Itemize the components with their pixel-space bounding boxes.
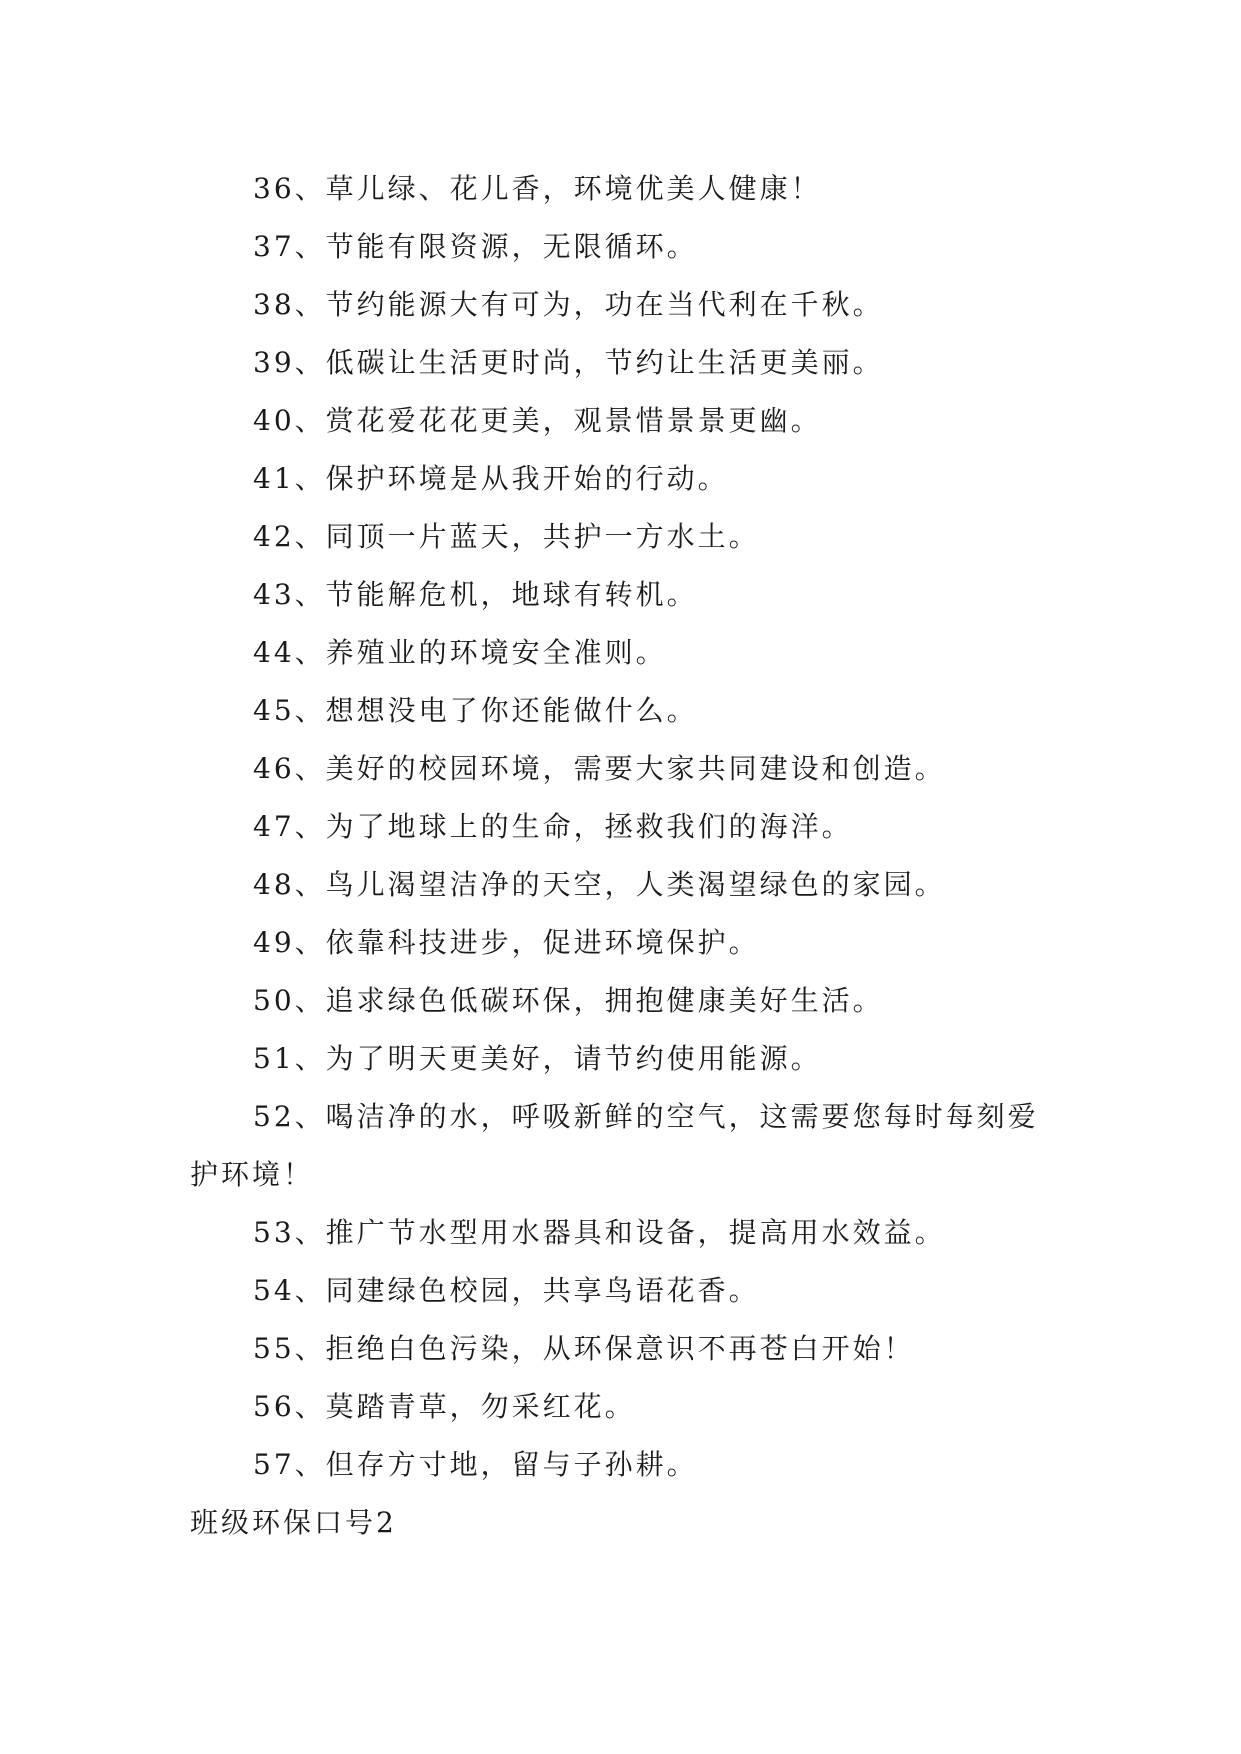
slogan-43: 43、节能解危机，地球有转机。: [253, 578, 698, 611]
slogan-51: 51、为了明天更美好，请节约使用能源。: [253, 1042, 822, 1075]
slogan-56: 56、莫踏青草，勿采红花。: [253, 1390, 636, 1423]
slogan-47: 47、为了地球上的生命，拯救我们的海洋。: [253, 810, 853, 843]
slogan-44: 44、养殖业的环境安全准则。: [253, 636, 667, 669]
slogan-36: 36、草儿绿、花儿香，环境优美人健康！: [253, 172, 822, 205]
document-body: [190, 160, 1050, 1552]
slogan-46: 46、美好的校园环境，需要大家共同建设和创造。: [253, 752, 946, 785]
slogan-49: 49、依靠科技进步，促进环境保护。: [253, 926, 760, 959]
slogan-38: 38、节约能源大有可为，功在当代利在千秋。: [253, 288, 884, 321]
slogan-54: 54、同建绿色校园，共享鸟语花香。: [253, 1274, 760, 1307]
slogan-37: 37、节能有限资源，无限循环。: [253, 230, 698, 263]
slogan-41: 41、保护环境是从我开始的行动。: [253, 462, 729, 495]
slogan-40: 40、赏花爱花花更美，观景惜景景更幽。: [253, 404, 822, 437]
slogan-57: 57、但存方寸地，留与子孙耕。: [253, 1448, 698, 1481]
slogan-45: 45、想想没电了你还能做什么。: [253, 694, 698, 727]
slogan-48: 48、鸟儿渴望洁净的天空，人类渴望绿色的家园。: [253, 868, 946, 901]
section-heading: 班级环保口号2: [190, 1506, 397, 1539]
slogan-39: 39、低碳让生活更时尚，节约让生活更美丽。: [253, 346, 884, 379]
slogan-42: 42、同顶一片蓝天，共护一方水土。: [253, 520, 760, 553]
slogan-50: 50、追求绿色低碳环保，拥抱健康美好生活。: [253, 984, 884, 1017]
slogan-52: 52、喝洁净的水，呼吸新鲜的空气，这需要您每时每刻爱护环境！: [190, 1100, 1039, 1191]
slogan-53: 53、推广节水型用水器具和设备，提高用水效益。: [253, 1216, 946, 1249]
slogan-55: 55、拒绝白色污染，从环保意识不再苍白开始！: [253, 1332, 915, 1365]
